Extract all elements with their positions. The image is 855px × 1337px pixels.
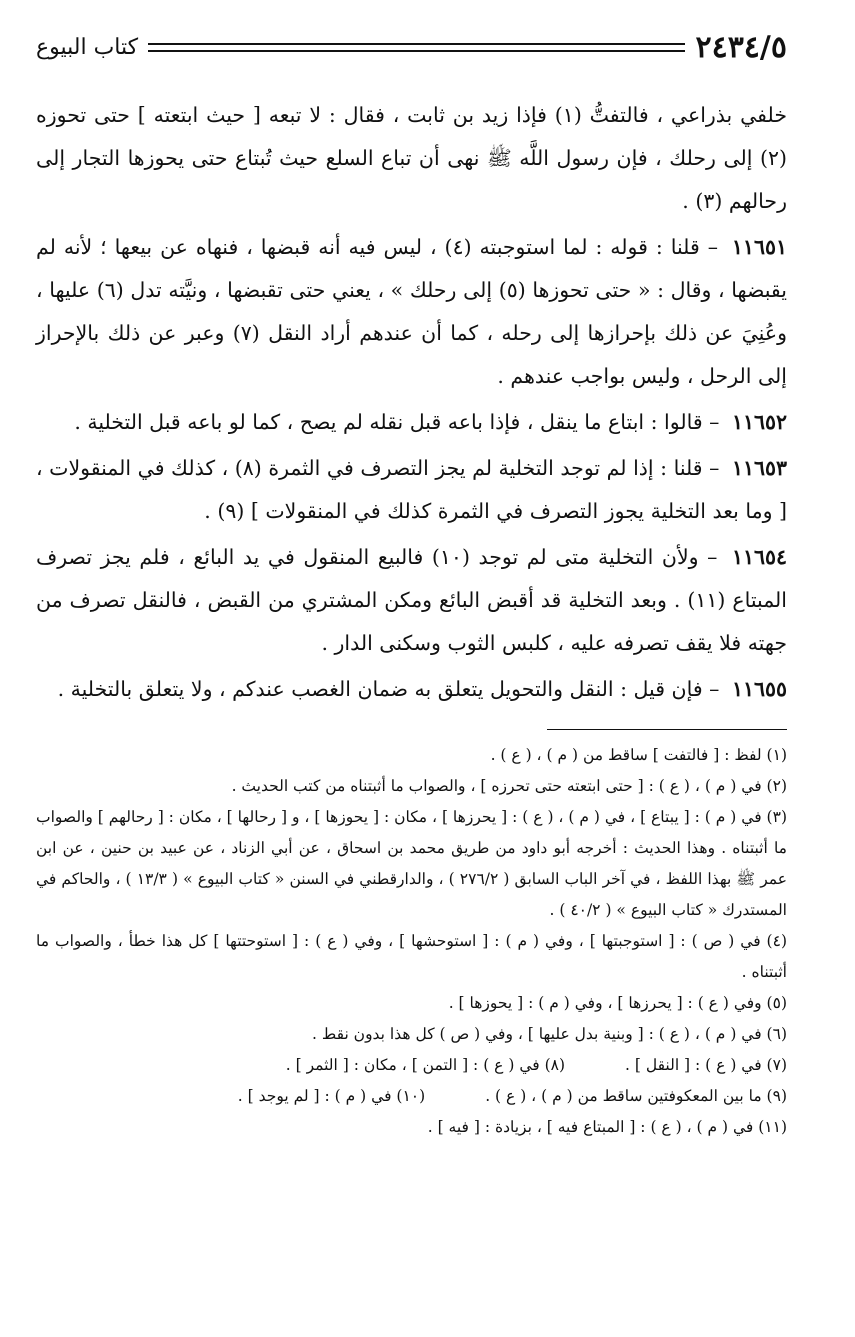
paragraph-text: – ولأن التخلية متى لم توجد (١٠) فالبيع المنقول في يد البائع ، فلم يجز تصرف المبتاع (١١) . وبعد التخلية قد أقبض البائع ومكن المشتري من القبض ، فالنقل تصرف من جهته فلا يقف تصرفه عليه ، كلبس الثوب وسكنى الدار . — [36, 545, 787, 655]
footnote: (٣) في ( م ) : [ يبتاع ] ، في ( م ) ، ( ع ) : [ يحرزها ] ، مكان : [ يحوزها ] ، و [ رحالها ] ، مكان : [ رحالهم ] والصواب ما أثبتناه . وهذا الحديث : أخرجه أبو داود من طريق محمد بن اسحاق ، عن أبي الزناد ، عن عبيد بن حنين ، عن ابن عمر ﷺ بهذا اللفظ ، في آخر الباب السابق ( ٢٧٦/٢ ) ، والدارقطني في السنن « كتاب البيوع » ( ١٣/٣ ) ، والحاكم في المستدرك « كتاب البيوع » ( ٤٠/٢ ) . — [36, 808, 787, 919]
footnote-row — [36, 1050, 787, 1081]
footnote: (٤) في ( ص ) : [ استوجبتها ] ، وفي ( م ) : [ استوحشها ] ، وفي ( ع ) : [ استوحتتها ] كل هذا خطأ ، والصواب ما أثبتناه . — [36, 932, 787, 981]
footnote: (١٠) في ( م ) : [ لم يوجد ] . — [237, 1087, 426, 1105]
page-header — [36, 22, 787, 72]
main-text — [36, 94, 787, 711]
paragraph — [36, 401, 787, 444]
paragraph — [36, 668, 787, 711]
footnote-row — [36, 1081, 787, 1112]
paragraph-number: ١١٦٥٣ — [731, 456, 787, 480]
paragraph — [36, 536, 787, 665]
footnote: (٧) في ( ع ) : [ النقل ] . — [625, 1056, 787, 1074]
paragraph-text: – قلنا : إذا لم توجد التخلية لم يجز التصرف في الثمرة (٨) ، كذلك في المنقولات ، [ وما بعد التخلية يجوز التصرف في الثمرة كذلك في المنقولات ] (٩) . — [36, 456, 787, 523]
footnote: (٢) في ( م ) ، ( ع ) : [ حتى ابتعته حتى تحرزه ] ، والصواب ما أثبتناه من كتب الحديث . — [231, 777, 787, 795]
paragraph-number: ١١٦٥٥ — [731, 677, 787, 701]
paragraph-number: ١١٦٥٤ — [731, 545, 787, 569]
page-number: ٢٤٣٤/٥ — [695, 29, 787, 65]
paragraph-number: ١١٦٥٢ — [731, 410, 787, 434]
footnote: (٦) في ( م ) ، ( ع ) : [ وبنية بدل عليها ] ، وفي ( ص ) كل هذا بدون نقط . — [312, 1025, 787, 1043]
paragraph — [36, 94, 787, 223]
footnote: (٩) ما بين المعكوفتين ساقط من ( م ) ، ( ع ) . — [485, 1087, 787, 1105]
paragraph-number: ١١٦٥١ — [731, 235, 787, 259]
book-title: كتاب البيوع — [36, 34, 139, 60]
footnote: (١١) في ( م ) ، ( ع ) : [ المبتاع فيه ] ، بزيادة : [ فيه ] . — [427, 1118, 787, 1136]
paragraph — [36, 447, 787, 533]
paragraph-text: – فإن قيل : النقل والتحويل يتعلق به ضمان الغصب عندكم ، ولا يتعلق بالتخلية . — [57, 677, 720, 701]
footnotes — [36, 740, 787, 1143]
header-rule — [148, 43, 685, 52]
footnote: (٨) في ( ع ) : [ التمن ] ، مكان : [ الثمر ] . — [285, 1056, 566, 1074]
footnote-separator — [547, 729, 787, 730]
footnote: (٥) وفي ( ع ) : [ يحرزها ] ، وفي ( م ) : [ يحوزها ] . — [448, 994, 787, 1012]
paragraph-text: – قالوا : ابتاع ما ينقل ، فإذا باعه قبل نقله لم يصح ، كما لو باعه قبل التخلية . — [74, 410, 720, 434]
paragraph-text: خلفي بذراعي ، فالتفتُّ (١) فإذا زيد بن ثابت ، فقال : لا تبعه [ حيث ابتعته ] حتى تحوزه (٢) إلى رحلك ، فإن رسول اللَّه ﷺ نهى أن تباع السلع حيث تُبتاع حتى يحوزها التجار إلى رحالهم (٣) . — [36, 103, 788, 213]
paragraph — [36, 226, 787, 398]
paragraph-text: – قلنا : قوله : لما استوجبته (٤) ، ليس فيه أنه قبضها ، فنهاه عن بيعها ؛ لأنه لم يقبضها ، وقال : « حتى تحوزها (٥) إلى رحلك » ، يعني حتى تقبضها ، ونيَّته تدل (٦) عليها ، وعُنِيَ عن ذلك بإحرازها إلى رحله ، كما أن عندهم أراد النقل (٧) وعبر عن ذلك بالإحراز إلى الرحل ، وليس بواجب عندهم . — [36, 235, 788, 388]
footnote: (١) لفظ : [ فالتفت ] ساقط من ( م ) ، ( ع ) . — [490, 746, 787, 764]
